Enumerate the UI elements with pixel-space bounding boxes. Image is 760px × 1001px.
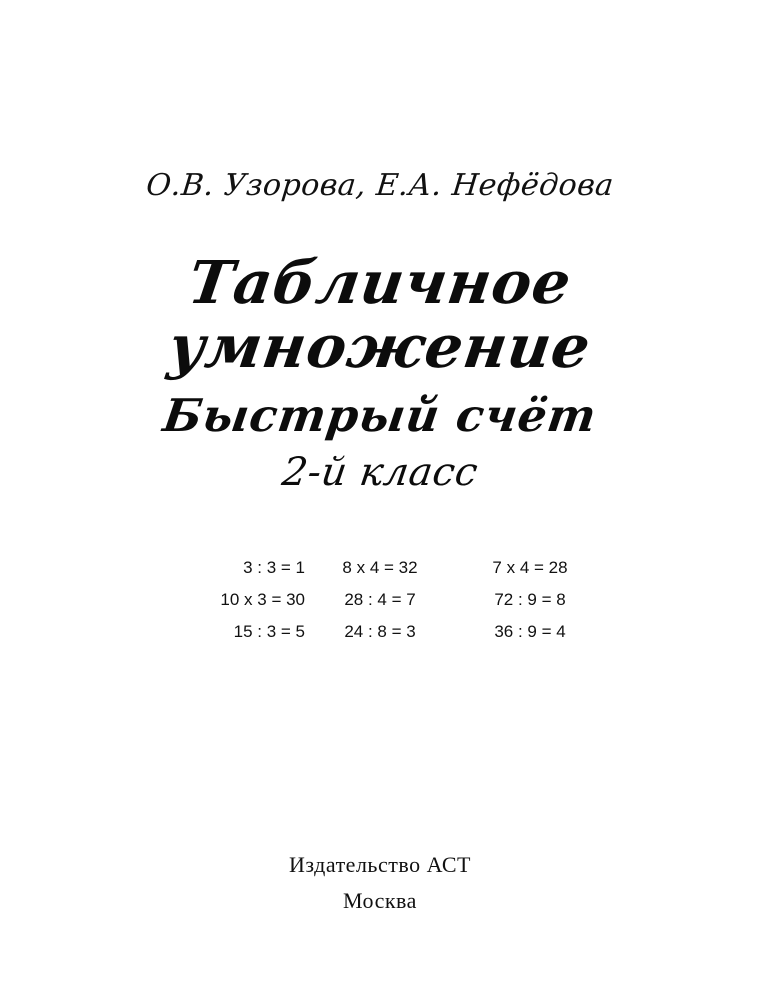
- example-cell: 72 : 9 = 8: [494, 590, 566, 609]
- title-line-2: умножение: [164, 312, 596, 381]
- table-row: [155, 616, 605, 648]
- example-cell: 8 х 4 = 32: [342, 558, 418, 577]
- example-cell: 7 х 4 = 28: [492, 558, 568, 577]
- example-cell: 15 : 3 = 5: [233, 622, 305, 641]
- title-block: [0, 248, 760, 495]
- table-row: [155, 584, 605, 616]
- examples-table: [155, 552, 605, 648]
- subtitle: Быстрый счёт: [159, 389, 601, 442]
- title-line-1: Табличное: [184, 248, 576, 317]
- publisher-name: Издательство АСТ: [289, 852, 471, 877]
- publisher-city: Москва: [343, 888, 417, 913]
- examples-grid: [0, 552, 760, 648]
- example-cell: 10 х 3 = 30: [220, 590, 305, 609]
- example-cell: 3 : 3 = 1: [243, 558, 305, 577]
- example-cell: 36 : 9 = 4: [494, 622, 566, 641]
- grade-label: 2-й класс: [279, 450, 481, 495]
- example-cell: 24 : 8 = 3: [344, 622, 416, 641]
- example-cell: 28 : 4 = 7: [344, 590, 416, 609]
- table-row: [155, 552, 605, 584]
- authors-line: О.В. Узорова, Е.А. Нефёдова: [144, 168, 616, 203]
- publisher-block: [0, 852, 760, 914]
